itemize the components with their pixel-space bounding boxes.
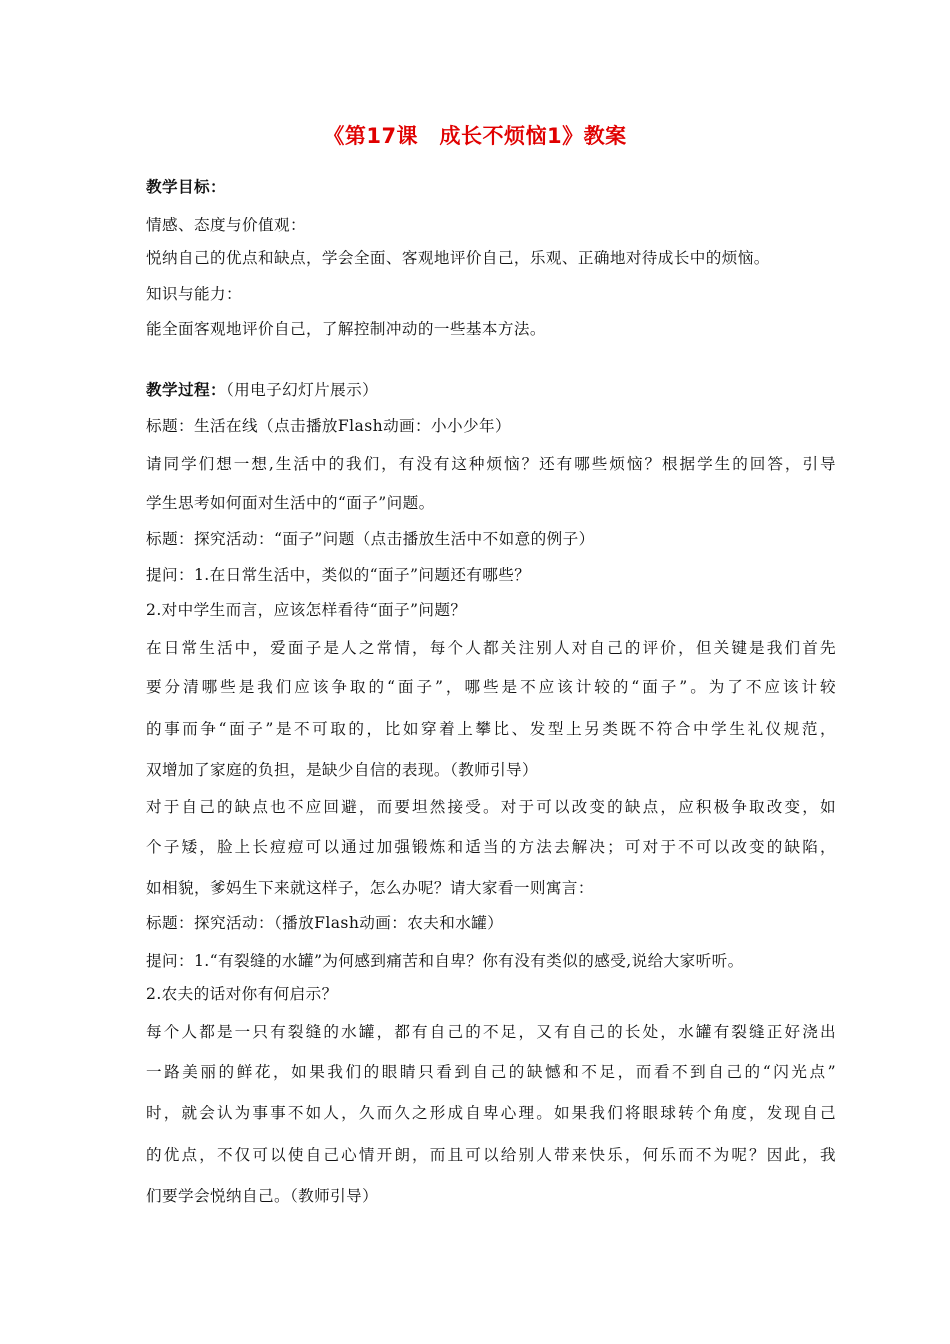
emotion-text: 悦纳自己的优点和缺点，学会全面、客观地评价自己，乐观、正确地对待成长中的烦恼。 xyxy=(146,249,770,267)
knowledge-label: 知识与能力： xyxy=(146,285,242,303)
process-line: 2.对中学生而言，应该怎样看待“面子”问题？ xyxy=(146,601,467,619)
emotion-label: 情感、态度与价值观： xyxy=(146,216,306,234)
process-heading: 教学过程： xyxy=(146,381,226,399)
process-line: 的优点，不仅可以使自己心情开朗，而且可以给别人带来快乐，何乐而不为呢？因此，我 xyxy=(146,1146,836,1164)
process-line: 们要学会悦纳自己。（教师引导） xyxy=(146,1187,379,1205)
process-line: 请同学们想一想,生活中的我们，有没有这种烦恼？还有哪些烦恼？根据学生的回答，引导 xyxy=(146,455,836,473)
process-line: 在日常生活中，爱面子是人之常情，每个人都关注别人对自己的评价，但关键是我们首先 xyxy=(146,639,836,657)
process-line: 学生思考如何面对生活中的“面子”问题。 xyxy=(146,494,435,512)
process-line: 的事而争“面子”是不可取的，比如穿着上攀比、发型上另类既不符合中学生礼仪规范， xyxy=(146,720,836,738)
process-line: 标题：生活在线（点击播放Flash动画：小小少年） xyxy=(146,417,512,435)
process-line: 提问：1.在日常生活中，类似的“面子”问题还有哪些？ xyxy=(146,566,531,584)
process-line: 要分清哪些是我们应该争取的“面子”，哪些是不应该计较的“面子”。为了不应该计较 xyxy=(146,678,836,696)
process-line: 每个人都是一只有裂缝的水罐，都有自己的不足，又有自己的长处，水罐有裂缝正好浇出 xyxy=(146,1023,836,1041)
knowledge-text: 能全面客观地评价自己，了解控制冲动的一些基本方法。 xyxy=(146,320,546,338)
process-line: 对于自己的缺点也不应回避，而要坦然接受。对于可以改变的缺点，应积极争取改变，如 xyxy=(146,798,836,816)
process-line: 时，就会认为事事不如人，久而久之形成自卑心理。如果我们将眼球转个角度，发现自己 xyxy=(146,1104,836,1122)
process-heading-note: （用电子幻灯片展示） xyxy=(225,381,379,399)
process-line: 提问：1.“有裂缝的水罐”为何感到痛苦和自卑？你有没有类似的感受,说给大家听听。 xyxy=(146,952,744,970)
process-line: 双增加了家庭的负担，是缺少自信的表现。（教师引导） xyxy=(146,761,539,779)
document-title: 《第17课 成长不烦恼1》教案 xyxy=(323,124,627,148)
process-line: 2.农夫的话对你有何启示？ xyxy=(146,985,338,1003)
process-line: 标题：探究活动：“面子”问题（点击播放生活中不如意的例子） xyxy=(146,530,595,548)
process-line: 一路美丽的鲜花，如果我们的眼睛只看到自己的缺憾和不足，而看不到自己的“闪光点” xyxy=(146,1063,836,1081)
process-line: 个子矮，脸上长痘痘可以通过加强锻炼和适当的方法去解决；可对于不可以改变的缺陷， xyxy=(146,838,836,856)
objectives-heading: 教学目标： xyxy=(146,178,226,196)
process-line: 标题：探究活动：（播放Flash动画：农夫和水罐） xyxy=(146,914,504,932)
process-line: 如相貌，爹妈生下来就这样子，怎么办呢？请大家看一则寓言： xyxy=(146,879,594,897)
process-heading-line xyxy=(146,383,836,399)
